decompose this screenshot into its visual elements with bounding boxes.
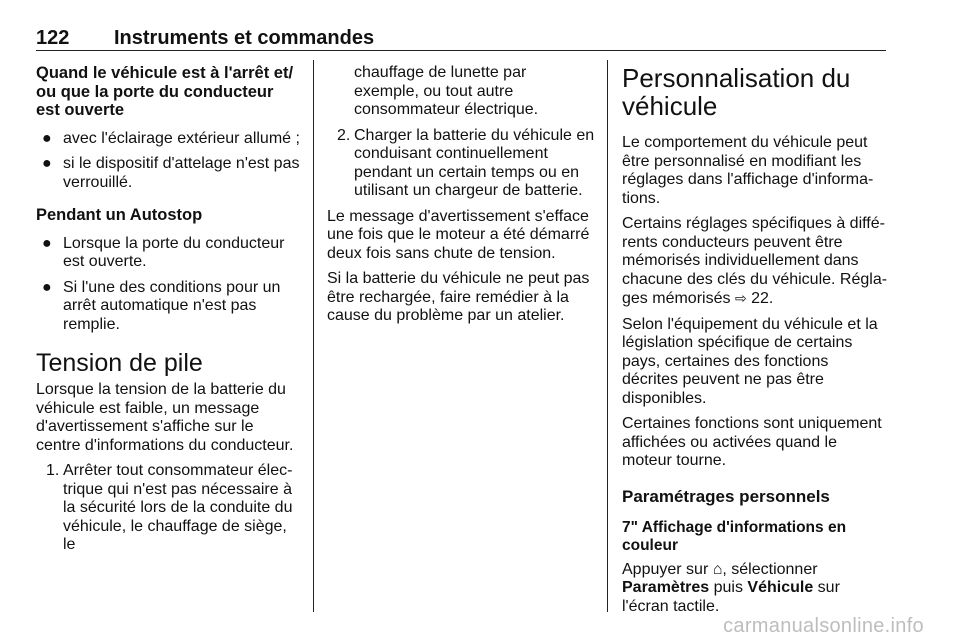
message-clears-paragraph: Le message d'avertissement s'efface une fois que le moteur a été démarré deux fois sans chute de tension. [327,207,590,262]
section-title-personalisation: Personnalisation du véhicule [622,63,851,121]
column-divider-left [313,60,314,612]
instruction-paragraph: Appuyer sur ⌂, sélectionner Paramètres puis Véhicule sur l'écran tactile. [622,560,840,615]
column-2 [327,64,595,333]
bullet-icon: ● [42,129,52,147]
battery-paragraph: Lorsque la tension de la batterie du véhicule est faible, un message d'avertissement s'affiche sur le centre d'informations du conducteur. [36,381,294,454]
list-item: ● Lorsque la porte du conducteur est ouverte. [42,234,285,270]
list-item: ● avec l'éclairage extérieur allumé ; [42,129,300,147]
list-item: 2. Charger la batterie du véhicule en conduisant continuellement pendant un certain temps ou en utilisant un chargeur de batterie. [337,126,595,199]
home-icon: ⌂ [712,560,723,578]
stored-settings-paragraph: Certains réglages spécifiques à diffé-rents conducteurs peuvent être mémorisés individuellement dans chacune des clés du véhicule. Régla-ges mémorisés ⇨ 22. [622,215,888,307]
list-item: ● si le dispositif d'attelage n'est pas verrouillé. [42,155,300,191]
settings-menu-label: Paramètres [622,579,710,596]
column-3 [622,64,888,623]
engine-running-paragraph: Certaines fonctions sont uniquement affichées ou activées quand le moteur tourne. [622,415,882,469]
page-header [36,22,886,51]
heading-personal-settings: Paramétrages personnels [622,486,830,506]
heading-colour-display: 7" Affichage d'informations en couleur [622,518,847,554]
column-divider-right [607,60,608,612]
list-item: 1. Arrêter tout consommateur élec-trique qui n'est pas nécessaire à la sécurité lors de la conduite du véhicule, le chauffage de siège, le [46,462,293,553]
page-reference[interactable]: 22. [751,290,774,307]
section-title-battery: Tension de pile [36,349,203,377]
workshop-paragraph: Si la batterie du véhicule ne peut pas être rechargée, faire remédier à la cause du problème par un atelier. [327,270,590,324]
numbered-list-cont [327,127,595,201]
heading-vehicle-stopped: Quand le véhicule est à l'arrêt et/ ou que la porte du conducteur est ouverte [36,64,294,119]
bullet-icon: ● [42,155,52,172]
bullet-icon: ● [42,278,52,296]
heading-autostop: Pendant un Autostop [36,206,203,224]
watermark: carmanualsonline.info [723,615,924,637]
chapter-title: Instruments et commandes [114,27,375,49]
column-1 [36,64,300,555]
vehicle-menu-label: Véhicule [747,579,814,596]
step-1-continuation: chauffage de lunette par exemple, ou tout autre consommateur électrique. [354,64,539,118]
page-reference-icon: ⇨ [734,290,747,306]
numbered-list [36,462,300,555]
bullet-icon: ● [42,234,52,252]
list-item: ● Si l'une des conditions pour un arrêt automatique n'est pas remplie. [42,278,281,333]
equipment-paragraph: Selon l'équipement du véhicule et la législation spécifique de certains pays, certaines des fonctions décrites peuvent ne pas être disponibles. [622,315,878,407]
personalisation-intro: Le comportement du véhicule peut être personnalisé en modifiant les réglages dans l'affichage d'informa-tions. [622,134,874,207]
bullet-list-2 [36,235,300,335]
page-number: 122 [36,27,70,49]
bullet-list-1 [36,130,300,193]
